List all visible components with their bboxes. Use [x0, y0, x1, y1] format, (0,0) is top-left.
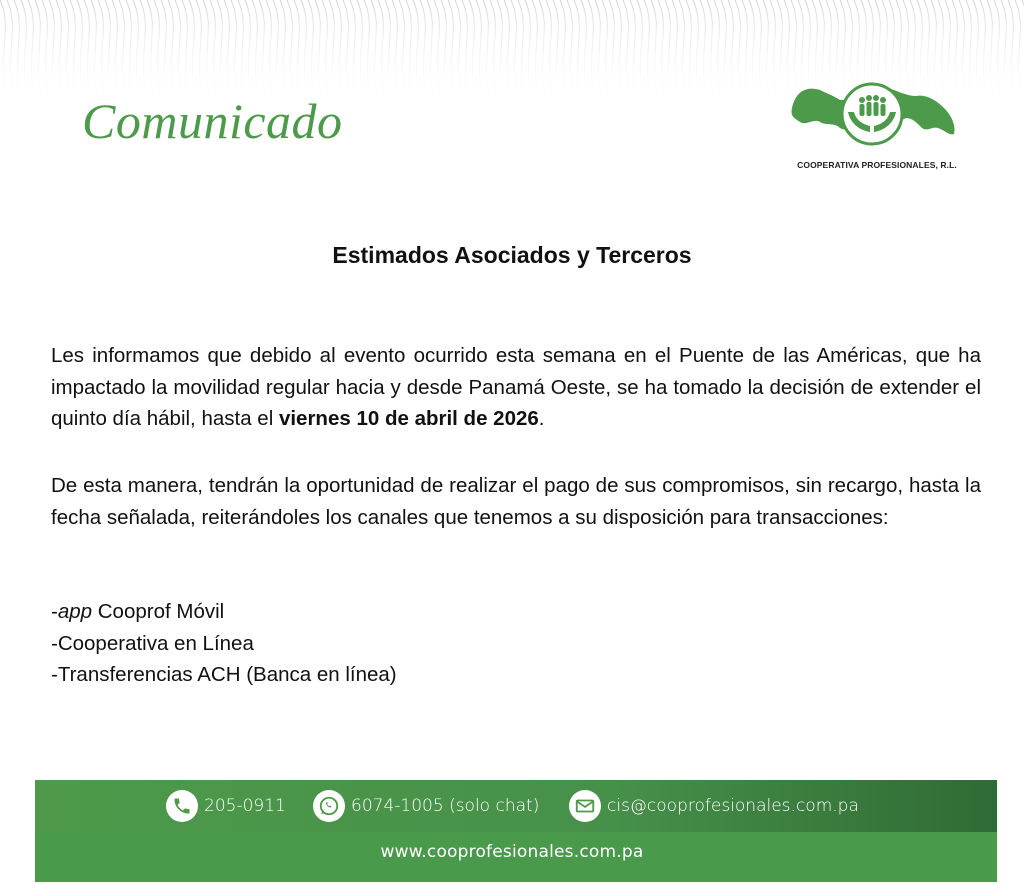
- whatsapp-number: 6074-1005 (solo chat): [351, 796, 540, 816]
- mail-icon: [569, 790, 601, 822]
- whatsapp-contact[interactable]: [313, 790, 539, 822]
- whatsapp-icon: [313, 790, 345, 822]
- paragraph-text: Les informamos que debido al evento ocurrido esta semana en el Puente de las Américas, que ha impactado la movilidad regular hacia y desde Panamá Oeste, se ha tomado la decisión de extender el quinto día hábil, hasta el: [51, 344, 981, 430]
- page-title: Comunicado: [82, 93, 343, 149]
- list-item: -app Cooprof Móvil: [51, 600, 225, 623]
- deadline-date: viernes 10 de abril de 2026: [278, 407, 539, 430]
- phone-icon: [166, 790, 198, 822]
- greeting-heading: Estimados Asociados y Terceros: [332, 242, 692, 268]
- email-contact[interactable]: [569, 790, 859, 822]
- paragraph-channels-intro: De esta manera, tendrán la oportunidad de realizar el pago de sus compromisos, sin recargo, hasta la fecha señalada, reiterándoles los canales que tenemos a su disposición para transacciones:: [51, 474, 981, 529]
- website-link[interactable]: www.cooprofesionales.com.pa: [380, 842, 644, 862]
- channels-list: [51, 596, 397, 691]
- email-address: cis@cooprofesionales.com.pa: [607, 796, 859, 816]
- list-item: -Transferencias ACH (Banca en línea): [51, 663, 397, 686]
- logo-caption: COOPERATIVA PROFESIONALES, R.L.: [797, 160, 957, 170]
- phone-number: 205-0911: [204, 796, 286, 816]
- paragraph-announcement: Les informamos que debido al evento ocurrido esta semana en el Puente de las Américas, que ha impactado la movilidad regular hacia y desde Panamá Oeste, se ha tomado la decisión de extender el quinto día hábil, hasta el viernes 10 de abril de 2026.: [51, 344, 981, 430]
- list-item: -Cooperativa en Línea: [51, 631, 254, 655]
- phone-contact[interactable]: [166, 790, 286, 822]
